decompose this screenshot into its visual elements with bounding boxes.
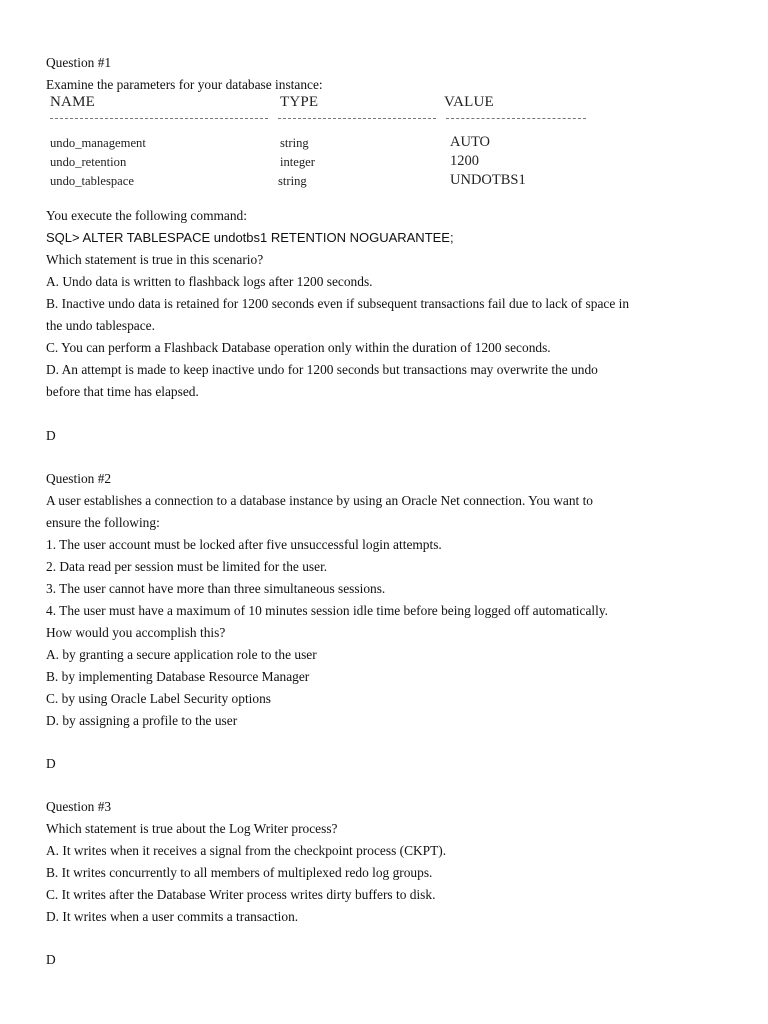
table-row-3-type: string <box>278 174 307 188</box>
table-row-1-value: AUTO <box>450 134 491 150</box>
question-1-prompt: Which statement is true in this scenario? <box>46 252 264 267</box>
table-row-1-type: string <box>280 136 309 150</box>
table-header-name: NAME <box>50 94 95 110</box>
table-header-type: TYPE <box>280 94 319 110</box>
question-1-option-a: A. Undo data is written to flashback logs after 1200 seconds. <box>46 274 373 289</box>
question-3-option-b: B. It writes concurrently to all members of multiplexed redo log groups. <box>46 865 433 880</box>
parameter-table <box>46 94 606 192</box>
question-2-intro-cont: ensure the following: <box>46 515 160 530</box>
question-1-intro: Examine the parameters for your database instance: <box>46 77 323 92</box>
table-header-value: VALUE <box>444 94 494 110</box>
question-1-command: SQL> ALTER TABLESPACE undotbs1 RETENTION NOGUARANTEE; <box>46 230 454 245</box>
question-2-requirement-2: 2. Data read per session must be limited for the user. <box>46 559 328 574</box>
question-1-option-b: B. Inactive undo data is retained for 1200 seconds even if subsequent transactions fail due to lack of space in <box>46 296 630 311</box>
question-2-option-d: D. by assigning a profile to the user <box>46 713 238 728</box>
question-2-prompt: How would you accomplish this? <box>46 625 226 640</box>
question-1-command-intro: You execute the following command: <box>46 208 247 223</box>
table-row-2-type: integer <box>280 155 315 169</box>
question-2-answer: D <box>46 756 56 771</box>
question-1-heading: Question #1 <box>46 55 112 70</box>
question-2-requirement-4: 4. The user must have a maximum of 10 minutes session idle time before being logged off automatically. <box>46 603 609 618</box>
table-row-1-name: undo_management <box>50 136 146 150</box>
question-1-option-c: C. You can perform a Flashback Database operation only within the duration of 1200 seconds. <box>46 340 551 355</box>
question-3-option-a: A. It writes when it receives a signal from the checkpoint process (CKPT). <box>46 843 447 858</box>
question-2-option-b: B. by implementing Database Resource Manager <box>46 669 310 684</box>
table-divider-name <box>50 118 268 121</box>
question-3-heading: Question #3 <box>46 799 112 814</box>
question-1-answer: D <box>46 428 56 443</box>
question-1-option-d-cont: before that time has elapsed. <box>46 384 199 399</box>
table-divider-value <box>446 118 586 121</box>
table-row-3-value: UNDOTBS1 <box>450 172 526 188</box>
question-3-prompt: Which statement is true about the Log Writer process? <box>46 821 338 836</box>
question-2-heading: Question #2 <box>46 471 112 486</box>
table-row-3-name: undo_tablespace <box>50 174 134 188</box>
table-row-2-value: 1200 <box>450 153 479 169</box>
question-1-option-d: D. An attempt is made to keep inactive undo for 1200 seconds but transactions may overwrite the undo <box>46 362 598 377</box>
question-1-option-b-cont: the undo tablespace. <box>46 318 155 333</box>
table-row-2-name: undo_retention <box>50 155 127 169</box>
question-3-option-c: C. It writes after the Database Writer process writes dirty buffers to disk. <box>46 887 436 902</box>
question-3-answer: D <box>46 952 56 967</box>
question-2-requirement-1: 1. The user account must be locked after five unsuccessful login attempts. <box>46 537 442 552</box>
question-2-intro: A user establishes a connection to a database instance by using an Oracle Net connection. You want to <box>46 493 594 508</box>
question-2-option-a: A. by granting a secure application role to the user <box>46 647 317 662</box>
question-2-option-c: C. by using Oracle Label Security options <box>46 691 271 706</box>
question-2-requirement-3: 3. The user cannot have more than three simultaneous sessions. <box>46 581 386 596</box>
question-3-option-d: D. It writes when a user commits a transaction. <box>46 909 299 924</box>
table-divider-type <box>278 118 436 121</box>
